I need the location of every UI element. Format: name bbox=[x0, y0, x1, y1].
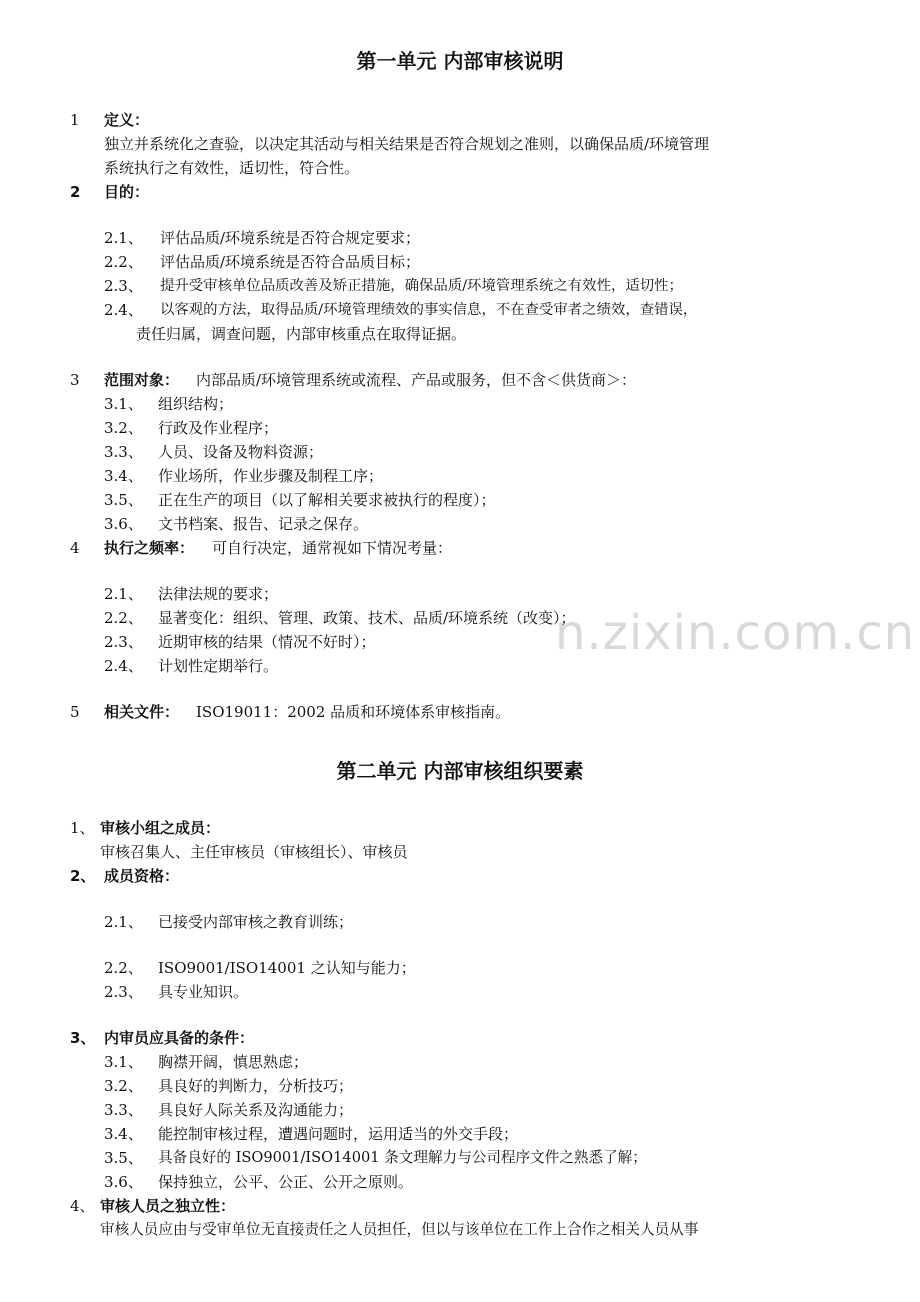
item-text: 评估品质/环境系统是否符合品质目标； bbox=[160, 253, 421, 271]
item-text-continued: 责任归属，调查问题，内部审核重点在取得证据。 bbox=[136, 325, 467, 343]
unit1-title: 第一单元 内部审核说明 bbox=[356, 49, 564, 73]
item-number: 3.3、 bbox=[104, 1101, 143, 1119]
item-number: 3.4、 bbox=[104, 1125, 143, 1143]
item-text: 文书档案、报告、记录之保存。 bbox=[158, 515, 369, 533]
item-text: 作业场所，作业步骤及制程工序； bbox=[158, 467, 384, 485]
item-text: 具专业知识。 bbox=[158, 983, 249, 1001]
paragraph: 审核召集人、主任审核员（审核组长）、审核员 bbox=[100, 843, 408, 861]
section-heading: 成员资格： bbox=[104, 867, 180, 885]
section-number: 1、 bbox=[70, 819, 95, 837]
item-text: 评估品质/环境系统是否符合规定要求； bbox=[160, 229, 421, 247]
item-text: 提升受审核单位品质改善及矫正措施，确保品质/环境管理系统之有效性，适切性； bbox=[160, 278, 683, 294]
paragraph: 审核人员应由与受审单位无直接责任之人员担任，但以与该单位在工作上合作之相关人员从事 bbox=[100, 1221, 699, 1238]
item-text: 以客观的方法，取得品质/环境管理绩效的事实信息，不在查受审者之绩效，查错误， bbox=[160, 302, 698, 318]
section-number: 2 bbox=[70, 183, 81, 201]
item-text: 显著变化：组织、管理、政策、技术、品质/环境系统（改变）； bbox=[158, 609, 576, 627]
paragraph: 内部品质/环境管理系统或流程、产品或服务，但不含＜供货商＞： bbox=[196, 371, 637, 389]
item-text: 具良好的判断力，分析技巧； bbox=[158, 1077, 354, 1095]
item-number: 3.6、 bbox=[104, 515, 143, 533]
item-number: 3.1、 bbox=[104, 1053, 143, 1071]
item-number: 3.1、 bbox=[104, 395, 143, 413]
item-number: 3.4、 bbox=[104, 467, 143, 485]
section-heading: 范围对象： bbox=[104, 371, 180, 389]
item-number: 2.3、 bbox=[104, 983, 143, 1001]
item-text: 计划性定期举行。 bbox=[158, 657, 279, 675]
section-number: 2、 bbox=[70, 867, 96, 885]
item-number: 2.1、 bbox=[104, 913, 143, 931]
item-number: 2.3、 bbox=[104, 633, 143, 651]
section-number: 5 bbox=[70, 703, 80, 721]
section-number: 4 bbox=[70, 539, 80, 557]
item-number: 2.4、 bbox=[104, 301, 143, 319]
item-text: 组织结构； bbox=[158, 395, 234, 413]
item-text: 行政及作业程序； bbox=[158, 419, 279, 437]
item-text: 人员、设备及物料资源； bbox=[158, 443, 324, 461]
item-number: 2.2、 bbox=[104, 959, 143, 977]
item-text: 具良好人际关系及沟通能力； bbox=[158, 1101, 354, 1119]
watermark: n.zixin.com.cn bbox=[555, 605, 916, 661]
item-number: 2.3、 bbox=[104, 277, 143, 295]
paragraph: ISO19011：2002 品质和环境体系审核指南。 bbox=[196, 703, 511, 721]
paragraph: 独立并系统化之查验，以决定其活动与相关结果是否符合规划之准则，以确保品质/环境管理 bbox=[104, 135, 710, 153]
item-number: 2.2、 bbox=[104, 253, 143, 271]
item-number: 3.5、 bbox=[104, 491, 143, 509]
section-number: 3 bbox=[70, 371, 80, 389]
item-number: 3.3、 bbox=[104, 443, 143, 461]
item-number: 2.1、 bbox=[104, 585, 143, 603]
section-heading: 审核人员之独立性： bbox=[100, 1197, 236, 1215]
section-heading: 执行之频率： bbox=[104, 539, 195, 557]
item-number: 3.5、 bbox=[104, 1149, 143, 1167]
item-number: 3.2、 bbox=[104, 419, 143, 437]
paragraph: 系统执行之有效性，适切性，符合性。 bbox=[104, 159, 360, 177]
item-number: 2.4、 bbox=[104, 657, 143, 675]
item-text: 具备良好的 ISO9001/ISO14001 条文理解力与公司程序文件之熟悉了解； bbox=[158, 1149, 647, 1166]
item-number: 2.2、 bbox=[104, 609, 143, 627]
item-text: ISO9001/ISO14001 之认知与能力； bbox=[158, 959, 416, 977]
item-text: 法律法规的要求； bbox=[158, 585, 279, 603]
item-number: 2.1、 bbox=[104, 229, 143, 247]
section-heading: 审核小组之成员： bbox=[100, 819, 221, 837]
item-text: 保持独立，公平、公正、公开之原则。 bbox=[158, 1173, 414, 1191]
item-text: 胸襟开阔，慎思熟虑； bbox=[158, 1053, 309, 1071]
item-number: 3.2、 bbox=[104, 1077, 143, 1095]
section-heading: 内审员应具备的条件： bbox=[104, 1029, 255, 1047]
item-text: 近期审核的结果（情况不好时）； bbox=[158, 633, 376, 651]
section-number: 3、 bbox=[70, 1029, 96, 1047]
section-number: 1 bbox=[70, 111, 80, 129]
item-text: 正在生产的项目（以了解相关要求被执行的程度）； bbox=[158, 491, 496, 509]
item-text: 能控制审核过程，遭遇问题时，运用适当的外交手段； bbox=[158, 1125, 519, 1143]
item-text: 已接受内部审核之教育训练； bbox=[158, 913, 354, 931]
section-heading: 目的： bbox=[104, 183, 150, 201]
section-heading: 相关文件： bbox=[104, 703, 180, 721]
item-number: 3.6、 bbox=[104, 1173, 143, 1191]
section-heading: 定义： bbox=[104, 111, 150, 129]
unit2-title: 第二单元 内部审核组织要素 bbox=[336, 759, 584, 783]
paragraph: 可自行决定，通常视如下情况考量： bbox=[212, 539, 453, 557]
section-number: 4、 bbox=[70, 1197, 95, 1215]
